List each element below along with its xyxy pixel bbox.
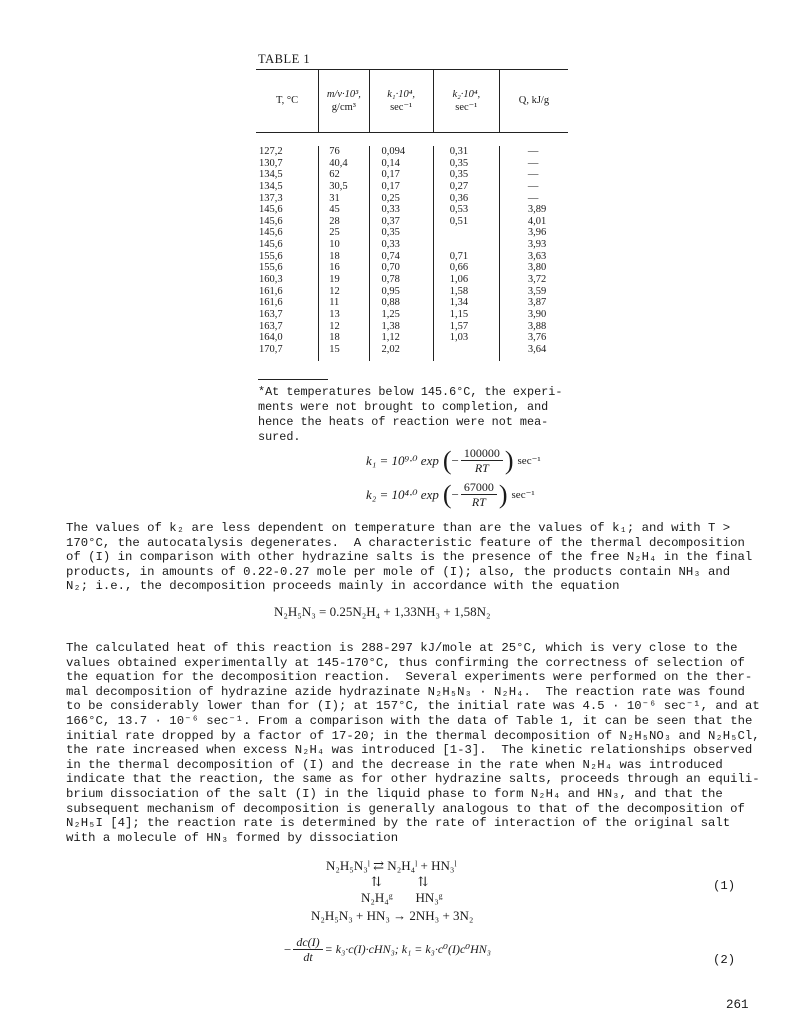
table-cell: 3,87 <box>527 297 547 309</box>
table-cell: 3,80 <box>527 262 547 274</box>
rate-denominator: dt <box>303 950 313 964</box>
table-cell: 0,33 <box>381 204 400 216</box>
table-cell: 155,6 <box>259 250 283 262</box>
table-cell: 1,38 <box>381 320 400 332</box>
table-cell: 137,3 <box>259 192 283 204</box>
rate-numerator: dc(I) <box>293 935 322 950</box>
table-cell <box>434 227 499 239</box>
paragraph-2: The calculated heat of this reaction is 288-297 kJ/mole at 25°C, which is very close to the values obtained experimentally at 145-170°C, thus confirming the correctness of selection of the equation for the decomposition reaction. Several experiments were performed on the ther- mal decomposition of hydrazine azide hydrazinate N₂H₅N₃ · N₂H₄. The reaction rate was found to be considerably lower than for (I); at 157°C, the initial rate was 4.5 · 10⁻⁶ sec⁻¹, and at 166°C, 13.7 · 10⁻⁶ sec⁻¹. From a comparison with the data of Table 1, it can be seen that the initial rate dropped by a factor of 17-20; in the thermal decomposition of N₂H₅NO₃ and N₂H₅Cl, the rate increased when excess N₂H₄ was introduced [1-3]. The kinetic relationships observed in the thermal decomposition of (I) and the decrease in the rate when N₂H₄ was introduced indicate that the reaction, the same as for other hydrazine salts, proceeds through an equili- brium dissociation of the salt (I) in the liquid phase to form N₂H₄ and HN₃, and that the subsequent mechanism of decomposition is generally analogous to that of the decomposition of N₂H₅I [4]; the reaction rate is determined by the rate of interaction of the original salt with a molecule of HN₃ formed by dissociation <box>66 641 760 845</box>
table-cell: 0,74 <box>381 250 400 262</box>
table-cell: 0,17 <box>381 180 400 192</box>
table-cell: 3,96 <box>527 227 547 239</box>
table-cell: 164,0 <box>259 332 283 344</box>
table-cell: 10 <box>329 239 340 251</box>
table-cell: 161,6 <box>259 297 283 309</box>
table-cell: 0,094 <box>381 146 406 157</box>
table-cell: 145,6 <box>259 227 283 239</box>
column-k1 <box>370 146 434 361</box>
footnote-rule <box>258 379 328 380</box>
header-temperature: T, °C <box>256 70 319 132</box>
table-cell: 0,31 <box>449 146 469 157</box>
equation-k1-numerator: 100000 <box>461 446 503 461</box>
column-heat <box>500 146 568 361</box>
table-cell: 28 <box>329 215 340 227</box>
table-cell: 127,2 <box>259 146 283 157</box>
page-number: 261 <box>726 998 749 1012</box>
table-cell: 0,88 <box>381 297 400 309</box>
scheme-equation-number: (1) <box>713 879 736 893</box>
table-cell: 45 <box>329 204 340 216</box>
equation-k1-lhs: k₁ = 10⁹·⁰ exp <box>366 452 439 468</box>
table-cell: 0,70 <box>381 262 400 274</box>
table-cell: 163,7 <box>259 308 283 320</box>
table-body <box>256 133 568 361</box>
table-cell: 0,53 <box>449 204 469 216</box>
scheme-line-1: N₂H₅N₃ˡ ⇄ N₂H₄ˡ + HN₃ˡ <box>326 858 457 873</box>
table-cell: 2,02 <box>381 343 400 355</box>
rate-equation-number: (2) <box>713 953 736 967</box>
table-cell: 0,25 <box>381 192 400 204</box>
table-cell: 0,35 <box>381 227 400 239</box>
table-cell: 3,90 <box>527 308 547 320</box>
equation-k2-unit: sec⁻¹ <box>511 489 535 501</box>
table-cell: — <box>527 192 539 204</box>
equation-k2-lhs: k₂ = 10⁴·⁰ exp <box>366 486 439 502</box>
table-cell: 161,6 <box>259 285 283 297</box>
table-cell: 18 <box>329 332 340 344</box>
table-cell: 1,34 <box>449 297 469 309</box>
table-cell: 0,35 <box>449 169 469 181</box>
paragraph-1: The values of k₂ are less dependent on temperature than are the values of k₁; and with T > 170°C, the autocatalysis degenerates. A characteristic feature of the thermal decomposition of (I) in comparison with other hydrazine salts is the presence of the free N₂H₄ in the final products, in amounts of 0.22-0.27 mole per mole of (I); also, the products contain NH₃ and N₂; i.e., the decomposition proceeds mainly in accordance with the equation <box>66 521 753 594</box>
table-cell: 0,36 <box>449 192 469 204</box>
table-cell: 0,33 <box>381 239 400 251</box>
table-cell: 76 <box>329 146 340 157</box>
scheme-line-3: N₂H₄ᵍ HN₃ᵍ <box>361 890 443 905</box>
rate-rhs: = k₃·c(I)·cHN₃; k₁ = k₃·c⁰(I)c⁰HN₃ <box>324 942 491 956</box>
table-cell: 12 <box>329 285 340 297</box>
table-cell: 134,5 <box>259 180 283 192</box>
table-cell: 1,15 <box>449 308 469 320</box>
table-cell: 40,4 <box>329 157 348 169</box>
table-cell: 31 <box>329 192 340 204</box>
scheme-line-4: N₂H₅N₃ + HN₃ → 2NH₃ + 3N₂ <box>311 908 474 923</box>
table-cell: 0,66 <box>449 262 469 274</box>
column-temperature <box>256 146 319 361</box>
table-cell: 1,57 <box>449 320 469 332</box>
table-cell: 163,7 <box>259 320 283 332</box>
data-table <box>256 69 568 361</box>
rate-fraction <box>293 935 322 964</box>
equation-k1-fraction <box>461 446 503 475</box>
table-title: TABLE 1 <box>258 52 311 66</box>
table-cell: — <box>527 146 539 157</box>
table-cell: 11 <box>329 297 340 309</box>
table-cell <box>434 239 499 251</box>
table-cell <box>434 344 499 356</box>
table-cell: 0,71 <box>449 250 469 262</box>
table-cell: 145,6 <box>259 239 283 251</box>
table-cell: 3,89 <box>527 204 547 216</box>
table-cell: 18 <box>329 250 340 262</box>
table-cell: 13 <box>329 308 340 320</box>
table-cell: 1,25 <box>381 308 400 320</box>
table-cell: 1,06 <box>449 274 469 286</box>
table-cell: 1,03 <box>449 332 469 344</box>
table-cell: 0,37 <box>381 215 400 227</box>
table-cell: 30,5 <box>329 180 348 192</box>
rate-equation: − $\frac{dc(I)}{dt}$ = k₃·c(I)·cHN₃; k₁ = k₃·c⁰(I)c⁰HN₃ <box>284 935 491 964</box>
table-cell: 0,27 <box>449 180 469 192</box>
table-cell: 0,51 <box>449 215 469 227</box>
table-cell: 145,6 <box>259 215 283 227</box>
equation-k1-denominator: RT <box>474 461 489 475</box>
table-cell: 134,5 <box>259 169 283 181</box>
header-k2: k₂·10⁴, sec⁻¹ <box>434 70 500 132</box>
equation-k2-fraction <box>461 480 497 509</box>
table-cell: 3,93 <box>527 239 547 251</box>
header-heat: Q, kJ/g <box>518 95 550 107</box>
table-cell: 0,35 <box>449 157 469 169</box>
table-cell: 19 <box>329 274 340 286</box>
table-cell: 12 <box>329 320 340 332</box>
table-cell: 0,78 <box>381 274 400 286</box>
header-mass-volume: m/v·10³, g/cm³ <box>319 70 369 132</box>
decomposition-equation: N₂H₅N₃ = 0.25N₂H₄ + 1,33NH₃ + 1,58N₂ <box>274 604 491 619</box>
table-cell: 3,59 <box>527 285 547 297</box>
table-cell: 4,01 <box>527 215 547 227</box>
table-header <box>256 70 568 133</box>
table-cell: 0,95 <box>381 285 400 297</box>
table-cell: 3,64 <box>527 343 547 355</box>
table-cell: — <box>527 157 539 169</box>
table-cell: 130,7 <box>259 157 283 169</box>
table-cell: 160,3 <box>259 274 283 286</box>
table-footnote: *At temperatures below 145.6°C, the experi- ments were not brought to completion, and hence the heats of reaction were not mea- sured. <box>258 385 563 444</box>
table-cell: 1,58 <box>449 285 469 297</box>
equation-k1: k₁ = 10⁹·⁰ exp ( − $\frac{100000}{RT}$ ) sec⁻¹ <box>366 445 541 475</box>
table-cell: 3,63 <box>527 250 547 262</box>
header-k1: k₁·10⁴, sec⁻¹ <box>370 70 434 132</box>
table-cell: 170,7 <box>259 343 283 355</box>
table-cell: 0,14 <box>381 157 400 169</box>
equation-k2: k₂ = 10⁴·⁰ exp ( − $\frac{67000}{RT}$ ) sec⁻¹ <box>366 479 535 509</box>
table-cell: 3,76 <box>527 332 547 344</box>
scheme-line-2: ⇅ ⇅ <box>371 874 429 889</box>
table-cell: 3,88 <box>527 320 547 332</box>
table-cell: — <box>527 169 539 181</box>
table-cell: — <box>527 180 539 192</box>
equation-k2-denominator: RT <box>471 495 486 509</box>
table-cell: 62 <box>329 169 340 181</box>
column-mass-volume <box>319 146 369 361</box>
table-cell: 3,72 <box>527 274 547 286</box>
table-cell: 25 <box>329 227 340 239</box>
table-cell: 1,12 <box>381 332 400 344</box>
table-cell: 15 <box>329 343 340 355</box>
table-cell: 0,17 <box>381 169 400 181</box>
equation-k2-numerator: 67000 <box>461 480 497 495</box>
equation-k1-unit: sec⁻¹ <box>517 455 541 467</box>
table-cell: 155,6 <box>259 262 283 274</box>
table-cell: 145,6 <box>259 204 283 216</box>
column-k2 <box>434 146 500 361</box>
table-cell: 16 <box>329 262 340 274</box>
